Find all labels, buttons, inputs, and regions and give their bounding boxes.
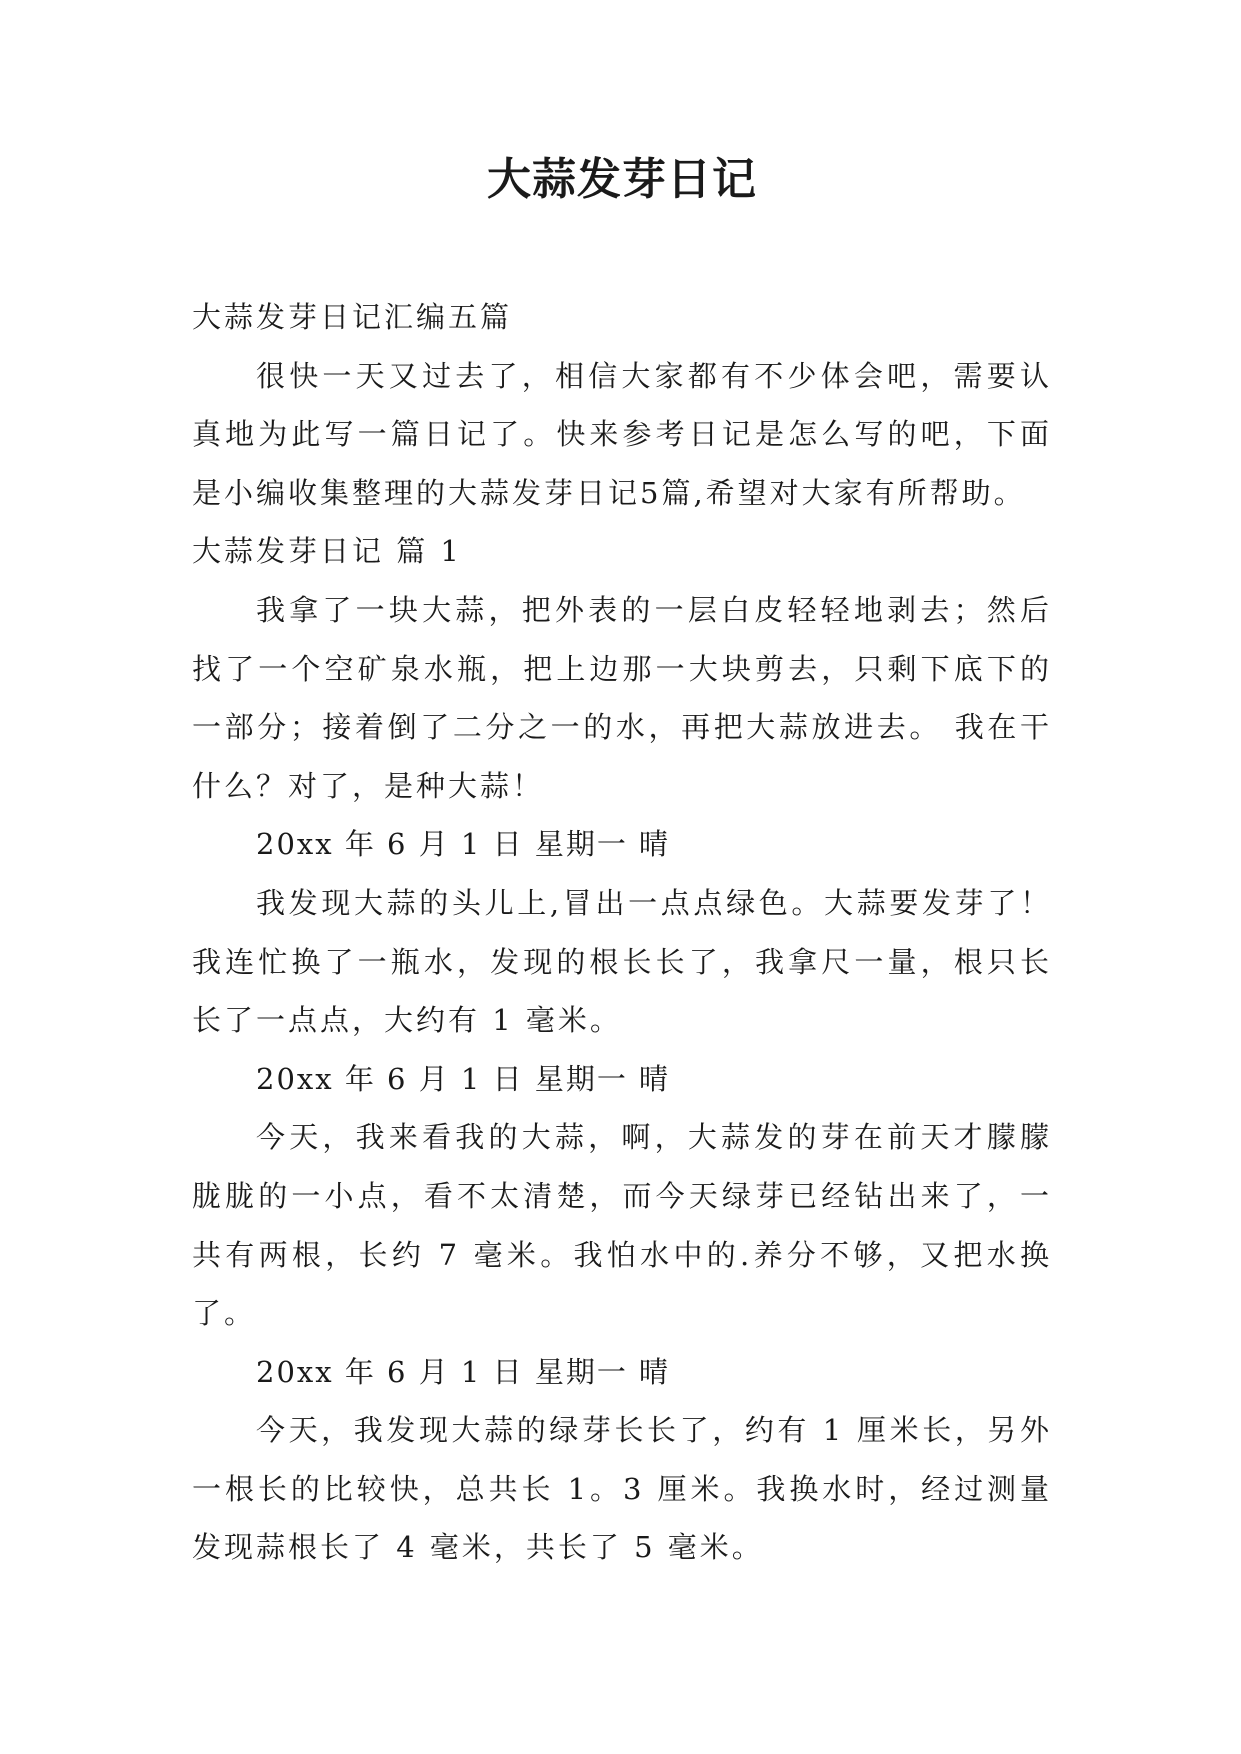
diary-date-line: 20xx 年 6 月 1 日 星期一 晴 [256, 827, 671, 862]
document-title: 大蒜发芽日记 [487, 154, 757, 205]
document-body [192, 288, 1052, 1577]
body-paragraph: 今天，我发现大蒜的绿芽长长了，约有 1 厘米长，另外一根长的比较快，总共长 1。3 厘米。我换水时，经过测量发现蒜根长了 4 毫米，共长了 5 毫米。 [192, 1413, 1052, 1565]
section-heading: 大蒜发芽日记 篇 1 [192, 534, 462, 569]
body-paragraph: 我拿了一块大蒜，把外表的一层白皮轻轻地剥去；然后找了一个空矿泉水瓶，把上边那一大块剪去，只剩下底下的一部分；接着倒了二分之一的水，再把大蒜放进去。 我在干什么？对了，是种大蒜！ [192, 592, 1052, 803]
diary-date-line: 20xx 年 6 月 1 日 星期一 晴 [256, 1061, 671, 1096]
intro-paragraph: 很快一天又过去了，相信大家都有不少体会吧，需要认真地为此写一篇日记了。快来参考日记是怎么写的吧，下面是小编收集整理的大蒜发芽日记5篇,希望对大家有所帮助。 [192, 358, 1052, 510]
subtitle-line: 大蒜发芽日记汇编五篇 [192, 300, 513, 334]
body-paragraph: 我发现大蒜的头儿上,冒出一点点绿色。大蒜要发芽了！我连忙换了一瓶水，发现的根长长了，我拿尺一量，根只长长了一点点，大约有 1 毫米。 [192, 885, 1052, 1038]
body-paragraph: 今天，我来看我的大蒜，啊，大蒜发的芽在前天才朦朦胧胧的一小点，看不太清楚，而今天绿芽已经钻出来了，一共有两根，长约 7 毫米。我怕水中的.养分不够，又把水换了。 [192, 1120, 1052, 1331]
diary-date-line: 20xx 年 6 月 1 日 星期一 晴 [256, 1354, 671, 1389]
